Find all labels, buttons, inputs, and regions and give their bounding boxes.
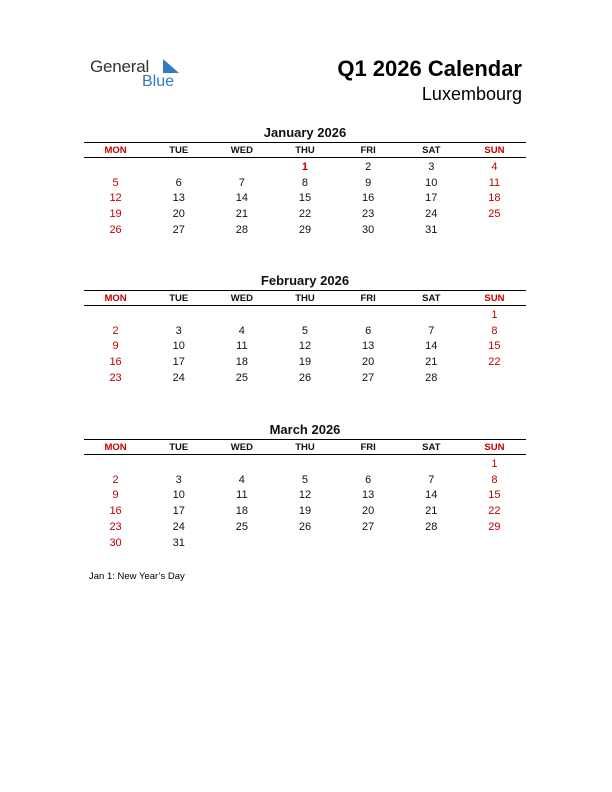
day-cell: 25 <box>488 208 501 221</box>
day-cell: 5 <box>112 176 119 189</box>
day-cell: 25 <box>235 521 248 534</box>
day-cell: 29 <box>298 224 312 237</box>
day-cell: 4 <box>491 160 498 173</box>
day-cell: 26 <box>298 372 312 385</box>
weekday-label-sun: SUN <box>484 144 505 156</box>
day-cell: 15 <box>298 192 312 205</box>
weekday-label-sat: SAT <box>422 441 441 453</box>
weekday-header <box>84 142 526 158</box>
week-row <box>84 307 526 323</box>
weekday-header <box>84 290 526 306</box>
day-cell: 22 <box>298 208 312 221</box>
week-row <box>84 370 526 386</box>
weekday-label-tue: TUE <box>169 144 189 156</box>
weekday-label-thu: THU <box>295 144 315 156</box>
month-march <box>84 421 526 551</box>
day-cell: 10 <box>172 489 185 502</box>
day-cell: 11 <box>236 340 248 353</box>
day-cell: 5 <box>301 473 309 486</box>
day-cell: 7 <box>428 324 435 337</box>
day-cell: 25 <box>235 372 248 385</box>
day-cell: 27 <box>362 372 375 385</box>
weekday-label-sat: SAT <box>422 292 441 304</box>
weekday-label-sun: SUN <box>484 441 505 453</box>
day-cell: 11 <box>236 489 248 502</box>
day-cell: 16 <box>109 505 122 518</box>
day-cell: 8 <box>491 324 498 337</box>
day-cell: 12 <box>109 192 122 205</box>
month-january <box>84 124 526 238</box>
month-grid <box>84 455 526 551</box>
week-row <box>84 472 526 488</box>
day-cell: 6 <box>365 324 372 337</box>
day-cell: 3 <box>428 160 435 173</box>
day-cell: 24 <box>172 521 185 534</box>
weekday-label-thu: THU <box>295 292 315 304</box>
day-cell: 24 <box>172 372 185 385</box>
day-cell: 29 <box>488 521 501 534</box>
day-cell: 21 <box>235 208 248 221</box>
day-cell: 7 <box>238 176 245 189</box>
day-cell: 3 <box>175 473 182 486</box>
weekday-label-mon: MON <box>104 441 127 453</box>
weekday-label-fri: FRI <box>360 292 376 304</box>
day-cell: 28 <box>425 372 438 385</box>
logo-blue-text: Blue <box>142 73 175 90</box>
day-cell: 4 <box>238 473 245 486</box>
week-row <box>84 535 526 551</box>
weekday-label-sun: SUN <box>484 292 505 304</box>
month-grid <box>84 158 526 238</box>
weekday-label-mon: MON <box>104 292 127 304</box>
generalblue-logo <box>90 57 190 93</box>
day-cell: 16 <box>109 356 122 369</box>
day-cell: 9 <box>112 340 119 353</box>
day-cell: 9 <box>365 176 372 189</box>
day-cell: 18 <box>488 192 501 205</box>
weekday-label-thu: THU <box>295 441 315 453</box>
day-cell: 2 <box>112 473 119 486</box>
week-row <box>84 488 526 504</box>
month-title: February 2026 <box>260 273 350 288</box>
week-row <box>84 175 526 191</box>
day-cell: 18 <box>235 356 248 369</box>
day-cell: 19 <box>109 208 122 221</box>
day-cell: 20 <box>362 505 375 518</box>
weekday-label-tue: TUE <box>169 441 189 453</box>
day-cell: 2 <box>112 324 119 337</box>
week-row <box>84 159 526 175</box>
day-cell: 5 <box>301 324 309 337</box>
day-cell: 31 <box>425 224 438 237</box>
weekday-label-wed: WED <box>230 144 253 156</box>
logo-general-text: General <box>90 57 150 76</box>
week-row <box>84 191 526 207</box>
weekday-label-wed: WED <box>230 292 253 304</box>
day-cell: 15 <box>488 489 501 502</box>
day-cell: 13 <box>362 340 375 353</box>
day-cell: 17 <box>172 356 185 369</box>
day-cell: 23 <box>109 521 122 534</box>
week-row <box>84 339 526 355</box>
day-cell: 28 <box>425 521 438 534</box>
day-cell: 22 <box>488 505 501 518</box>
holiday-note: Jan 1: New Year’s Day <box>89 571 185 582</box>
weekday-label-wed: WED <box>230 441 253 453</box>
day-cell: 6 <box>175 176 182 189</box>
day-cell: 10 <box>425 176 438 189</box>
day-cell: 24 <box>425 208 438 221</box>
day-cell: 3 <box>175 324 182 337</box>
day-cell: 30 <box>362 224 375 237</box>
country-name: Luxembourg <box>421 84 522 104</box>
week-row <box>84 222 526 238</box>
day-cell: 21 <box>425 505 438 518</box>
month-grid <box>84 306 526 386</box>
day-cell: 16 <box>362 192 375 205</box>
day-cell: 19 <box>298 356 312 369</box>
day-cell: 20 <box>362 356 375 369</box>
weekday-label-mon: MON <box>104 144 127 156</box>
day-cell: 12 <box>298 340 312 353</box>
day-cell: 14 <box>235 192 248 205</box>
day-cell: 7 <box>428 473 435 486</box>
day-cell: 6 <box>365 473 372 486</box>
day-cell: 18 <box>235 505 248 518</box>
month-february <box>84 272 526 386</box>
day-cell: 17 <box>172 505 185 518</box>
day-cell: 31 <box>172 536 185 549</box>
day-cell: 9 <box>112 489 119 502</box>
day-cell: 26 <box>298 521 312 534</box>
day-cell: 20 <box>172 208 185 221</box>
week-row <box>84 519 526 535</box>
weekday-label-fri: FRI <box>360 441 376 453</box>
day-cell: 30 <box>109 536 122 549</box>
weekday-label-fri: FRI <box>360 144 376 156</box>
day-cell: 23 <box>362 208 375 221</box>
week-row <box>84 206 526 222</box>
day-cell: 8 <box>491 473 498 486</box>
day-cell: 13 <box>172 192 185 205</box>
day-cell: 19 <box>298 505 312 518</box>
day-cell: 21 <box>425 356 438 369</box>
day-cell: 4 <box>238 324 245 337</box>
day-cell: 15 <box>488 340 501 353</box>
day-cell: 23 <box>109 372 122 385</box>
page-title: Q1 2026 Calendar <box>337 56 522 81</box>
day-cell: 14 <box>425 340 438 353</box>
month-title: January 2026 <box>263 125 347 140</box>
day-cell: 1 <box>301 160 309 173</box>
logo-triangle-icon <box>163 59 179 73</box>
day-cell: 1 <box>491 308 498 321</box>
day-cell: 26 <box>109 224 122 237</box>
day-cell: 13 <box>362 489 375 502</box>
day-cell: 2 <box>365 160 372 173</box>
day-cell: 10 <box>172 340 185 353</box>
day-cell: 27 <box>172 224 185 237</box>
day-cell: 28 <box>235 224 248 237</box>
week-row <box>84 323 526 339</box>
day-cell: 22 <box>488 356 501 369</box>
weekday-label-sat: SAT <box>422 144 441 156</box>
weekday-label-tue: TUE <box>169 292 189 304</box>
day-cell: 8 <box>301 176 309 189</box>
week-row <box>84 456 526 472</box>
day-cell: 14 <box>425 489 438 502</box>
day-cell: 17 <box>425 192 438 205</box>
month-title: March 2026 <box>269 422 341 437</box>
day-cell: 11 <box>488 176 501 189</box>
week-row <box>84 503 526 519</box>
week-row <box>84 354 526 370</box>
day-cell: 12 <box>298 489 312 502</box>
day-cell: 1 <box>491 457 498 470</box>
weekday-header <box>84 439 526 455</box>
day-cell: 27 <box>362 521 375 534</box>
